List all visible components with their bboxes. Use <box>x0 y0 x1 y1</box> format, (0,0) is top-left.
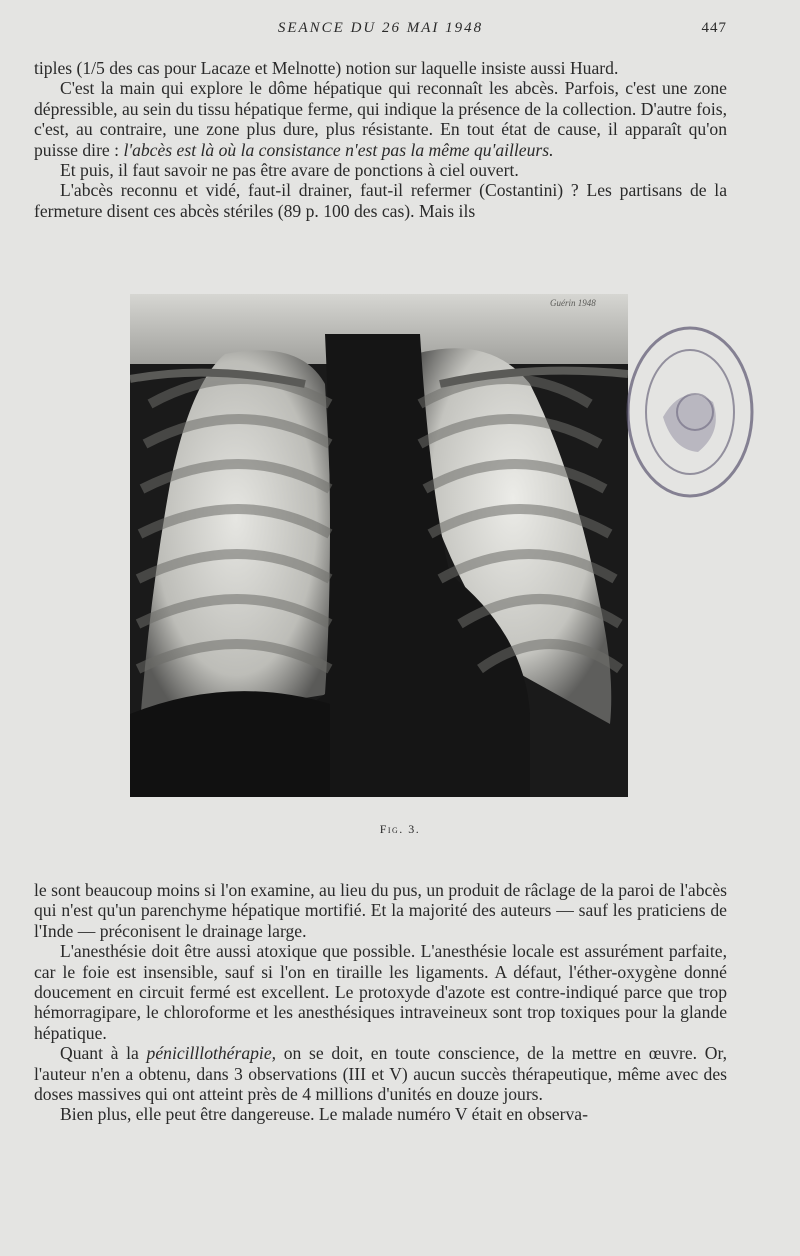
paragraph <box>34 1104 727 1124</box>
running-title: SEANCE DU 26 MAI 1948 <box>277 20 484 36</box>
paragraph-text: on se doit, en toute conscience, de la mettre en œuvre. Or, l'auteur n'en a obtenu, dans 3 observations (III et V) aucun succès thérapeutique, même avec des doses massives qui ont atteint près de 4 millions d'unités en douze jours. <box>34 1043 727 1105</box>
library-stamp <box>623 322 757 500</box>
paragraph <box>34 160 727 180</box>
figure-caption: Fig. 3. <box>379 822 421 836</box>
xray-image <box>130 294 628 797</box>
paragraph <box>34 58 727 78</box>
paragraph <box>34 941 727 1043</box>
paragraph-text: Bien plus, elle peut être dangereuse. Le malade numéro V était en observa- <box>60 1104 588 1125</box>
xray-scribble: Guérin 1948 <box>550 298 596 308</box>
seal-image <box>623 322 757 500</box>
paragraph <box>34 180 727 221</box>
emphasis-text: pénicilllothérapie, <box>146 1043 277 1064</box>
body-text-bottom <box>34 880 727 1125</box>
paragraph-text: le sont beaucoup moins si l'on examine, au lieu du pus, un produit de râclage de la paroi de l'abcès qui n'est qu'un parenchyme hépatique mortifié. Et la majorité des auteurs — sauf les praticiens de l'Inde — préconisent le drainage large. <box>34 880 727 941</box>
body-text-top <box>34 58 727 221</box>
paragraph-text: L'anesthésie doit être aussi atoxique que possible. L'anesthésie locale est assurément parfaite, car le foie est insensible, sauf si l'on en tiraille les ligaments. A défaut, l'éther-oxygène donné doucement en circuit fermé est excellent. Le protoxyde d'azote est contre-indiqué parce que trop hémorragipare, le chloroforme et les anesthésiques intraveineux sont trop toxiques pour la glande hépatique. <box>34 941 727 1043</box>
paragraph <box>34 1043 727 1104</box>
chest-xray-figure <box>130 294 628 797</box>
page-number: 447 <box>701 20 727 36</box>
paragraph <box>34 880 727 941</box>
paragraph-text: tiples (1/5 des cas pour Lacaze et Melnotte) notion sur laquelle insiste aussi Huard. <box>34 58 619 78</box>
page-header <box>34 20 727 42</box>
paragraph <box>34 78 727 160</box>
paragraph-text: Et puis, il faut savoir ne pas être avare de ponctions à ciel ouvert. <box>60 160 519 181</box>
paragraph-text: Quant à la <box>60 1043 139 1064</box>
paragraph-text: C'est la main qui explore le dôme hépatique qui reconnaît les abcès. Parfois, c'est une zone dépressible, au sein du tissu hépatique ferme, qui indique la présence de la collection. D'autre fois, c'est, au contraire, une zone plus dure, plus résistante. En tout état de cause, il apparaît qu'on puisse dire : <box>34 78 727 160</box>
paragraph-text: L'abcès reconnu et vidé, faut-il drainer, faut-il refermer (Costantini) ? Les partisans de la fermeture disent ces abcès stériles (89 p. 100 des cas). Mais ils <box>34 180 727 221</box>
emphasis-text: l'abcès est là où la consistance n'est pas la même qu'ailleurs. <box>123 139 554 160</box>
